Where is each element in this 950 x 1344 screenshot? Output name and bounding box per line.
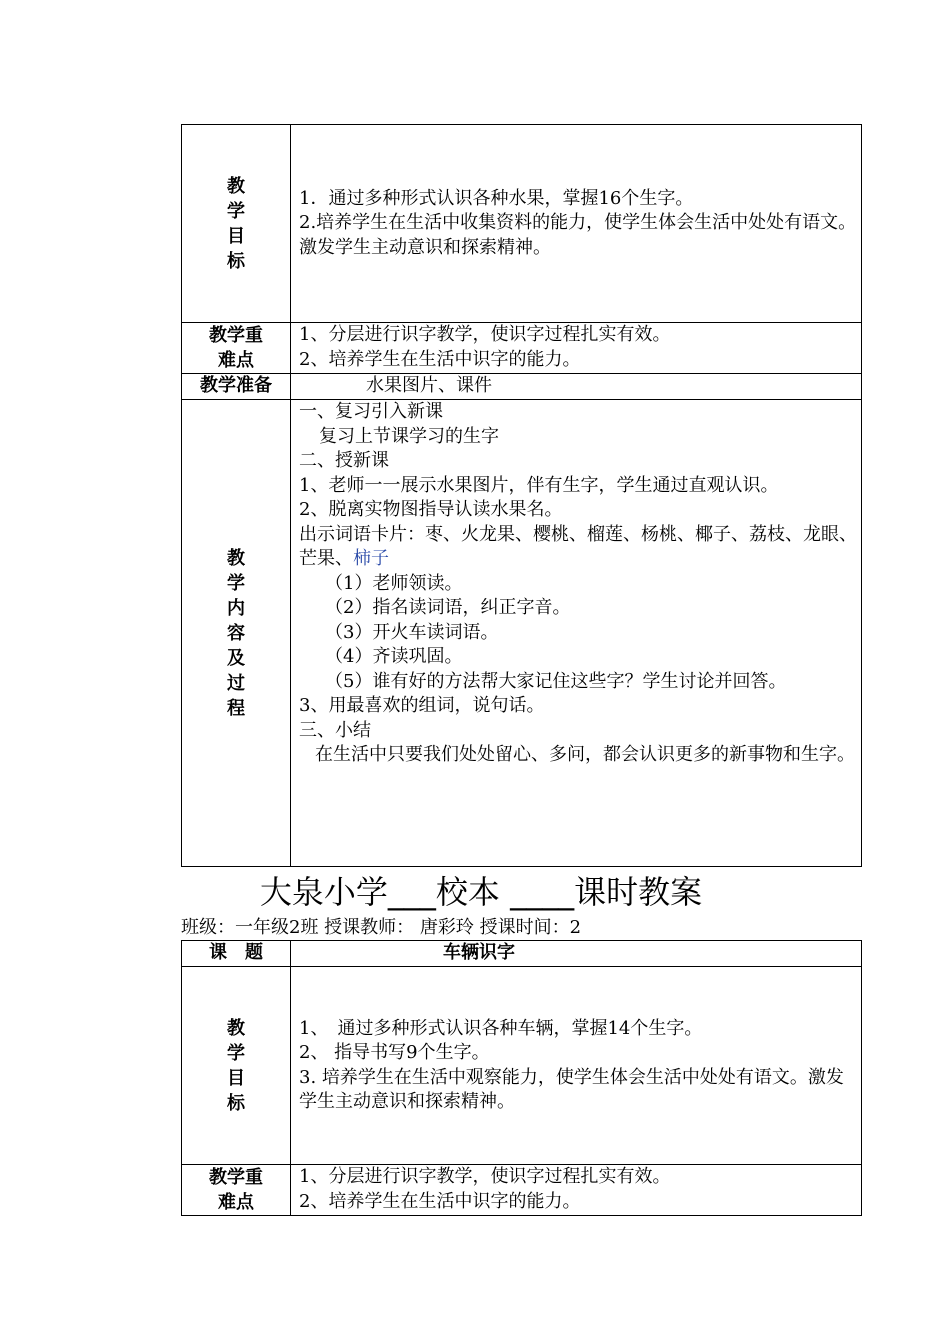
focus-label: [182, 323, 291, 374]
goal-line: 2、 指导书写9个生字。: [299, 1042, 490, 1063]
focus-label-line: 教学重: [209, 1167, 263, 1188]
topic-content: [291, 941, 862, 967]
focus-line: 2、培养学生在生活中识字的能力。: [299, 1190, 581, 1212]
process-line: 3、用最喜欢的组词，说句话。: [299, 695, 545, 716]
word-card-text: 出示词语卡片：枣、火龙果、樱桃、榴莲、杨桃、椰子、荔枝、龙眼、芒果、: [299, 523, 857, 569]
process-line: 一、复习引入新课: [299, 401, 443, 422]
focus-content: [291, 323, 862, 374]
goal-line-2: 2.培养学生在生活中收集资料的能力，使学生体会生活中处处有语文。激发学生主动意识和探索精神。: [299, 212, 857, 258]
process-content: [291, 400, 862, 867]
process-line: 2、脱离实物图指导认读水果名。: [299, 499, 563, 520]
topic-value: 车辆识字: [443, 942, 515, 963]
goal-label-char: 教: [227, 175, 245, 197]
process-line: 二、授新课: [299, 450, 389, 471]
goal-content: [291, 125, 862, 323]
topic-label: 课 题: [182, 941, 291, 967]
process-line: 在生活中只要我们处处留心、多问，都会认识更多的新事物和生字。: [315, 744, 855, 765]
focus-label-line: 难点: [218, 1192, 254, 1213]
word-card-highlight: 柿子: [353, 548, 389, 569]
focus-label-line: 教学重: [209, 325, 263, 346]
goal-line-1: 1．通过多种形式认识各种水果，掌握16个生字。: [299, 187, 694, 209]
class-info: 班级：一年级2班 授课教师： 唐彩玲 授课时间：2: [181, 917, 582, 938]
prep-label: 教学准备: [182, 374, 291, 400]
goal-label-char: 学: [227, 1042, 245, 1064]
focus-label-line: 难点: [218, 350, 254, 371]
goal-label-char: 标: [227, 1092, 245, 1114]
process-line: （4）齐读巩固。: [325, 646, 463, 667]
goal-label-2: [182, 967, 291, 1165]
process-label-char: 程: [227, 697, 245, 719]
process-line: （3）开火车读词语。: [325, 621, 499, 643]
process-line: [299, 523, 857, 572]
prep-value: 水果图片、课件: [366, 375, 492, 396]
goal-label: [182, 125, 291, 323]
process-line: 复习上节课学习的生字: [319, 425, 499, 447]
process-label-char: 过: [227, 672, 245, 694]
goal-label-char: 目: [227, 225, 245, 247]
focus-content-2: [291, 1165, 862, 1216]
focus-line-1: 1、分层进行识字教学，使识字过程扎实有效。: [299, 324, 671, 345]
lesson-table-2: [181, 940, 862, 1216]
process-label-char: 容: [227, 622, 245, 644]
lesson-table-1: [181, 124, 862, 867]
goal-line: 1、 通过多种形式认识各种车辆，掌握14个生字。: [299, 1017, 703, 1039]
focus-line-2: 2、培养学生在生活中识字的能力。: [299, 348, 581, 370]
process-line: （1）老师领读。: [325, 572, 463, 594]
goal-content-2: [291, 967, 862, 1165]
process-label: [182, 400, 291, 867]
process-line: （2）指名读词语，纠正字音。: [325, 597, 571, 618]
goal-label-char: 标: [227, 250, 245, 272]
process-line: 三、小结: [299, 719, 371, 741]
focus-label-2: [182, 1165, 291, 1216]
focus-line: 1、分层进行识字教学，使识字过程扎实有效。: [299, 1166, 671, 1187]
goal-label-char: 目: [227, 1067, 245, 1089]
process-label-char: 及: [227, 647, 245, 669]
process-label-char: 学: [227, 572, 245, 594]
process-label-char: 教: [227, 547, 245, 569]
process-label-char: 内: [227, 597, 245, 619]
process-line: 1、老师一一展示水果图片，伴有生字，学生通过直观认识。: [299, 474, 779, 496]
goal-label-char: 教: [227, 1017, 245, 1039]
prep-content: [291, 374, 862, 400]
goal-line: 3. 培养学生在生活中观察能力，使学生体会生活中处处有语文。激发学生主动意识和探索精神。: [299, 1066, 844, 1112]
process-line: （5）谁有好的方法帮大家记住这些字？学生讨论并回答。: [325, 670, 787, 692]
goal-label-char: 学: [227, 200, 245, 222]
page-title: 大泉小学___校本 ____课时教案: [259, 873, 703, 911]
